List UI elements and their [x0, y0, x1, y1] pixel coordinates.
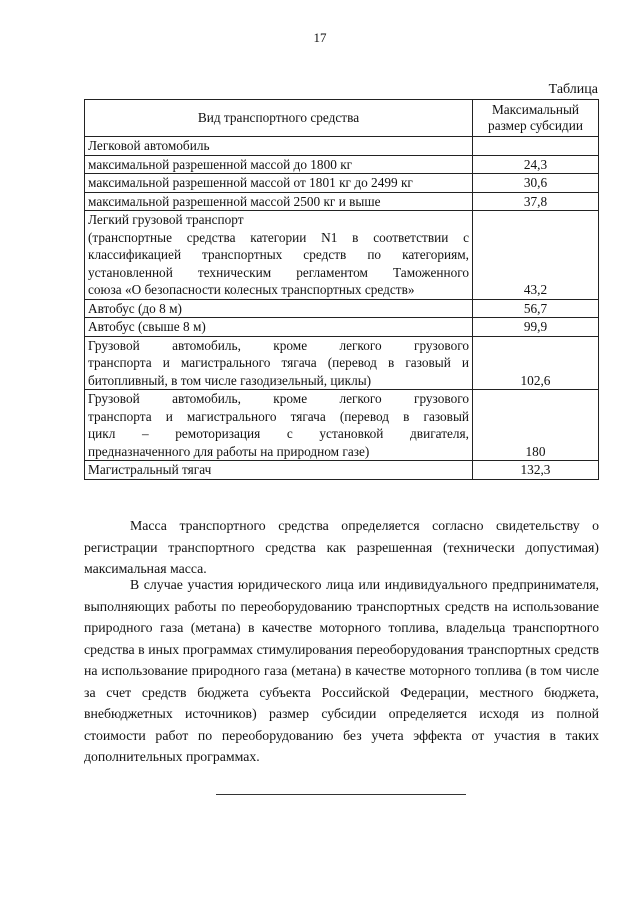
vehicle-type-line: максимальной разрешенной массой 2500 кг и выше	[88, 193, 381, 209]
footer-divider	[216, 794, 466, 795]
table-row	[85, 461, 599, 480]
paragraph-mass-definition: Масса транспортного средства определяется согласно свидетельству о регистрации транспортного средства как разрешенная (технически допустимая) максимальная масса.	[84, 518, 599, 576]
table-header-row	[85, 100, 599, 137]
max-subsidy-value: 99,9	[473, 318, 599, 337]
table-row	[85, 299, 599, 318]
vehicle-type-line: транспорта и магистрального тягача (перевод в газовый и	[88, 355, 469, 370]
max-subsidy-value: 30,6	[473, 174, 599, 193]
header-vehicle-type: Вид транспортного средства	[85, 100, 473, 137]
vehicle-type-line: классификацией транспортных средств по категориям,	[88, 247, 469, 262]
max-subsidy-value: 56,7	[473, 299, 599, 318]
max-subsidy-value: 132,3	[473, 461, 599, 480]
max-subsidy-value: 43,2	[473, 211, 599, 300]
vehicle-type-cell	[85, 461, 473, 480]
vehicle-type-line: Грузовой автомобиль, кроме легкого грузового	[88, 391, 469, 406]
vehicle-type-line: (транспортные средства категории N1 в соответствии с	[88, 229, 469, 245]
table-caption: Таблица	[548, 82, 598, 97]
max-subsidy-value: 180	[473, 390, 599, 461]
vehicle-type-cell	[85, 336, 473, 390]
table-row	[85, 336, 599, 390]
header-max-subsidy: Максимальный размер субсидии	[473, 100, 599, 137]
table-row	[85, 155, 599, 174]
table-row	[85, 192, 599, 211]
vehicle-type-line: максимальной разрешенной массой от 1801 кг до 2499 кг	[88, 175, 413, 190]
vehicle-type-line: предназначенного для работы на природном газе)	[88, 443, 370, 459]
vehicle-type-cell	[85, 192, 473, 211]
vehicle-type-cell	[85, 155, 473, 174]
table-row	[85, 174, 599, 193]
vehicle-type-line: цикл – ремоторизация с установкой двигателя,	[88, 426, 469, 441]
page-number: 17	[313, 30, 327, 45]
max-subsidy-value: 37,8	[473, 192, 599, 211]
vehicle-type-line: Автобус (свыше 8 м)	[88, 319, 206, 334]
table-row	[85, 390, 599, 461]
vehicle-type-cell	[85, 174, 473, 193]
vehicle-type-line: Легковой автомобиль	[88, 138, 210, 153]
table-row	[85, 318, 599, 337]
table-row	[85, 211, 599, 300]
max-subsidy-value: 24,3	[473, 155, 599, 174]
vehicle-type-cell	[85, 299, 473, 318]
vehicle-type-line: Легкий грузовой транспорт	[88, 212, 244, 227]
max-subsidy-value	[473, 137, 599, 156]
paragraph-subsidy-rule: В случае участия юридического лица или индивидуального предпринимателя, выполняющих работы по переоборудованию транспортных средств на использование природного газа (метана) в качестве моторного топлива, владельца транспортного средства в иных программах стимулирования переоборудования транспортных средств на использование природного газа (метана) в качестве моторного топлива (в том числе за счет средств бюджета субъекта Российской Федерации, местного бюджета, внебюджетных источников) размер субсидии определяется исходя из полной стоимости работ по переоборудованию без учета эффекта от участия в таких дополнительных программах.	[84, 577, 599, 764]
vehicle-type-line: Магистральный тягач	[88, 462, 212, 477]
vehicle-type-cell	[85, 211, 473, 300]
vehicle-type-line: битопливный, в том числе газодизельный, циклы)	[88, 372, 372, 388]
vehicle-type-cell	[85, 318, 473, 337]
vehicle-type-line: союза «О безопасности колесных транспортных средств»	[88, 282, 415, 297]
vehicle-type-line: Грузовой автомобиль, кроме легкого грузового	[88, 337, 469, 353]
vehicle-type-cell	[85, 390, 473, 461]
vehicle-type-line: установленной техническим регламентом Таможенного	[88, 264, 469, 280]
table-row	[85, 137, 599, 156]
vehicle-type-line: транспорта и магистрального тягача (перевод в газовый	[88, 408, 469, 424]
vehicle-type-line: максимальной разрешенной массой до 1800 кг	[88, 156, 353, 172]
subsidy-table	[84, 99, 599, 480]
max-subsidy-value: 102,6	[473, 336, 599, 390]
vehicle-type-cell	[85, 137, 473, 156]
vehicle-type-line: Автобус (до 8 м)	[88, 300, 182, 316]
table-body	[85, 137, 599, 480]
